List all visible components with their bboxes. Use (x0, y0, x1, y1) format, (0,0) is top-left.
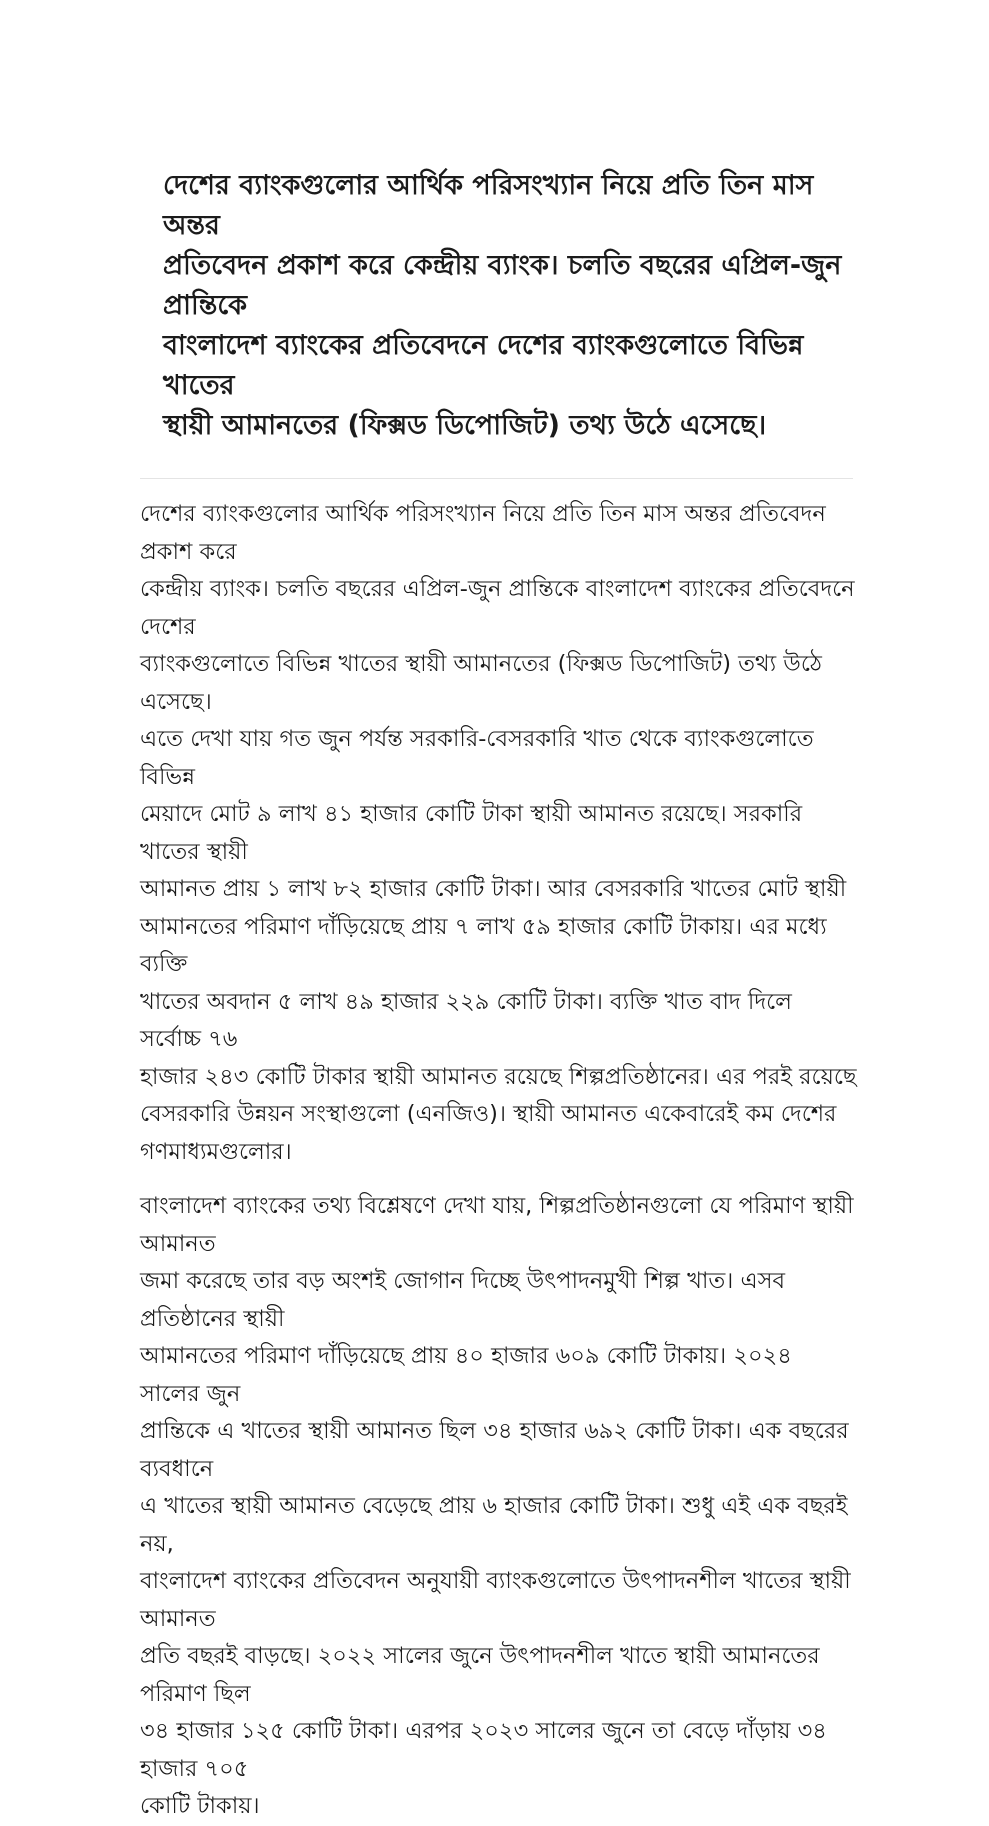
body-paragraph-2: বাংলাদেশ ব্যাংকের তথ্য বিশ্লেষণে দেখা যায়, শিল্পপ্রতিষ্ঠানগুলো যে পরিমাণ স্থায়ী আমানত জমা করেছে তার বড় অংশই জোগান দিচ্ছে উৎপাদনমুখী শিল্প খাত। এসব প্রতিষ্ঠানের স্থায়ী আমানতের পরিমাণ দাঁড়িয়েছে প্রায় ৪০ হাজার ৬০৯ কোটি টাকায়। ২০২৪ সালের জুন প্রান্তিকে এ খাতের স্থায়ী আমানত ছিল ৩৪ হাজার ৬৯২ কোটি টাকা। এক বছরের ব্যবধানে এ খাতের স্থায়ী আমানত বেড়েছে প্রায় ৬ হাজার কোটি টাকা। শুধু এই এক বছরই নয়, বাংলাদেশ ব্যাংকের প্রতিবেদন অনুযায়ী ব্যাংকগুলোতে উৎপাদনশীল খাতের স্থায়ী আমানত প্রতি বছরই বাড়ছে। ২০২২ সালের জুনে উৎপাদনশীল খাতে স্থায়ী আমানতের পরিমাণ ছিল ৩৪ হাজার ১২৫ কোটি টাকা। এরপর ২০২৩ সালের জুনে তা বেড়ে দাঁড়ায় ৩৪ হাজার ৭০৫ কোটি টাকায়। (140, 1193, 854, 1819)
article-content (140, 0, 857, 1826)
lead-paragraph: দেশের ব্যাংকগুলোর আর্থিক পরিসংখ্যান নিয়ে প্রতি তিন মাস অন্তর প্রতিবেদন প্রকাশ করে কেন্দ্রীয় ব্যাংক। চলতি বছরের এপ্রিল-জুন প্রান্তিকে বাংলাদেশ ব্যাংকের প্রতিবেদনে দেশের ব্যাংকগুলোতে বিভিন্ন খাতের স্থায়ী আমানতের (ফিক্সড ডিপোজিট) তথ্য উঠে এসেছে। (163, 170, 842, 441)
body-paragraph-1: দেশের ব্যাংকগুলোর আর্থিক পরিসংখ্যান নিয়ে প্রতি তিন মাস অন্তর প্রতিবেদন প্রকাশ করে কেন্দ্রীয় ব্যাংক। চলতি বছরের এপ্রিল-জুন প্রান্তিকে বাংলাদেশ ব্যাংকের প্রতিবেদনে দেশের ব্যাংকগুলোতে বিভিন্ন খাতের স্থায়ী আমানতের (ফিক্সড ডিপোজিট) তথ্য উঠে এসেছে। এতে দেখা যায় গত জুন পর্যন্ত সরকারি-বেসরকারি খাত থেকে ব্যাংকগুলোতে বিভিন্ন মেয়াদে মোট ৯ লাখ ৪১ হাজার কোটি টাকা স্থায়ী আমানত রয়েছে। সরকারি খাতের স্থায়ী আমানত প্রায় ১ লাখ ৮২ হাজার কোটি টাকা। আর বেসরকারি খাতের মোট স্থায়ী আমানতের পরিমাণ দাঁড়িয়েছে প্রায় ৭ লাখ ৫৯ হাজার কোটি টাকায়। এর মধ্যে ব্যক্তি খাতের অবদান ৫ লাখ ৪৯ হাজার ২২৯ কোটি টাকা। ব্যক্তি খাত বাদ দিলে সর্বোচ্চ ৭৬ হাজার ২৪৩ কোটি টাকার স্থায়ী আমানত রয়েছে শিল্পপ্রতিষ্ঠানের। এর পরই রয়েছে বেসরকারি উন্নয়ন সংস্থাগুলো (এনজিও)। স্থায়ী আমানত একেবারেই কম দেশের গণমাধ্যমগুলোর। (140, 501, 857, 1165)
section-divider (140, 478, 853, 479)
